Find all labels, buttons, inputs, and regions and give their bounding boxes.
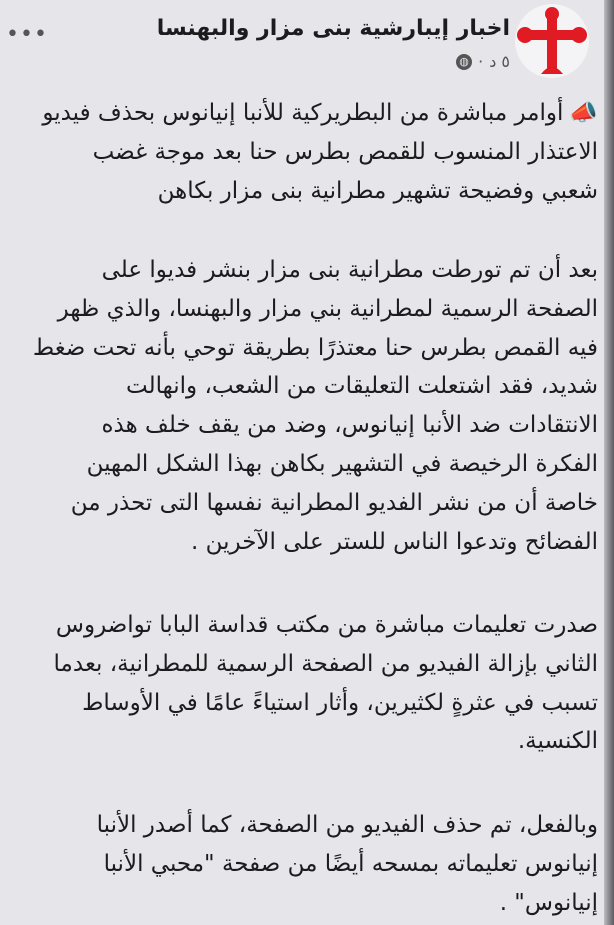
post-line: فيه القمص بطرس حنا معتذرًا بطريقة توحي بأنه تحت ضغط — [32, 334, 598, 361]
post-line: صدرت تعليمات مباشرة من مكتب قداسة البابا تواضروس — [55, 612, 598, 638]
post-meta — [456, 52, 510, 71]
globe-icon: ◍ — [456, 54, 472, 70]
post-line: الانتقادات ضد الأنبا إنيانوس، وضد من يقف خلف هذه — [101, 412, 598, 439]
post-line: وبالفعل، تم حذف الفيديو من الصفحة، كما أصدر الأنبا — [96, 812, 598, 838]
post-line: إنيانوس تعليماته بمسحه أيضًا من صفحة "محبي الأنبا — [103, 850, 598, 877]
post-line: الاعتذار المنسوب للقمص بطرس حنا بعد موجة غضب — [92, 138, 598, 165]
post-line: الثاني بإزالة الفيديو من الصفحة الرسمية للمطرانية، بعدما — [53, 650, 598, 677]
post-line: شديد، فقد اشتعلت التعليقات من الشعب، وانهالت — [126, 373, 598, 400]
meta-separator: · — [478, 52, 484, 71]
post-line: الفكرة الرخيصة في التشهير بكاهن بهذا الشكل المهين — [86, 450, 598, 477]
screen-edge — [604, 0, 614, 925]
post-line: إنيانوس" . — [499, 889, 598, 916]
post-paragraph-3 — [0, 606, 598, 761]
post-time[interactable]: ٥ د — [489, 52, 510, 71]
post-paragraph-2 — [0, 251, 598, 561]
post-line: الفضائح وتدعوا الناس للستر على الآخرين . — [190, 528, 598, 555]
page-name[interactable]: اخبار إيبارشية بنى مزار والبهنسا — [156, 16, 510, 41]
post-line: شعبي وفضيحة تشهير مطرانية بنى مزار بكاهن — [157, 177, 598, 204]
post-line: الصفحة الرسمية لمطرانية بني مزار والبهنسا، والذي ظهر — [57, 295, 598, 322]
post-line: تسبب في عثرةٍ لكثيرين، وأثار استياءً عامًا في الأوساط — [82, 689, 598, 716]
post-line: الكنسية. — [517, 728, 598, 755]
post-line: خاصة أن من نشر الفديو المطرانية نفسها التى تحذر من — [70, 489, 598, 516]
post-paragraph-4 — [0, 806, 598, 922]
page-avatar[interactable] — [515, 4, 589, 78]
coptic-cross-icon — [515, 4, 589, 78]
post-line: 📣أوامر مباشرة من البطريركية للأنبا إنيانوس بحذف فيديو — [0, 94, 598, 133]
more-options-button[interactable]: ••• — [6, 22, 48, 47]
post-paragraph-1 — [0, 94, 598, 210]
post-line: بعد أن تم تورطت مطرانية بنى مزار بنشر فديوا على — [101, 257, 598, 283]
megaphone-icon: 📣 — [569, 100, 598, 126]
